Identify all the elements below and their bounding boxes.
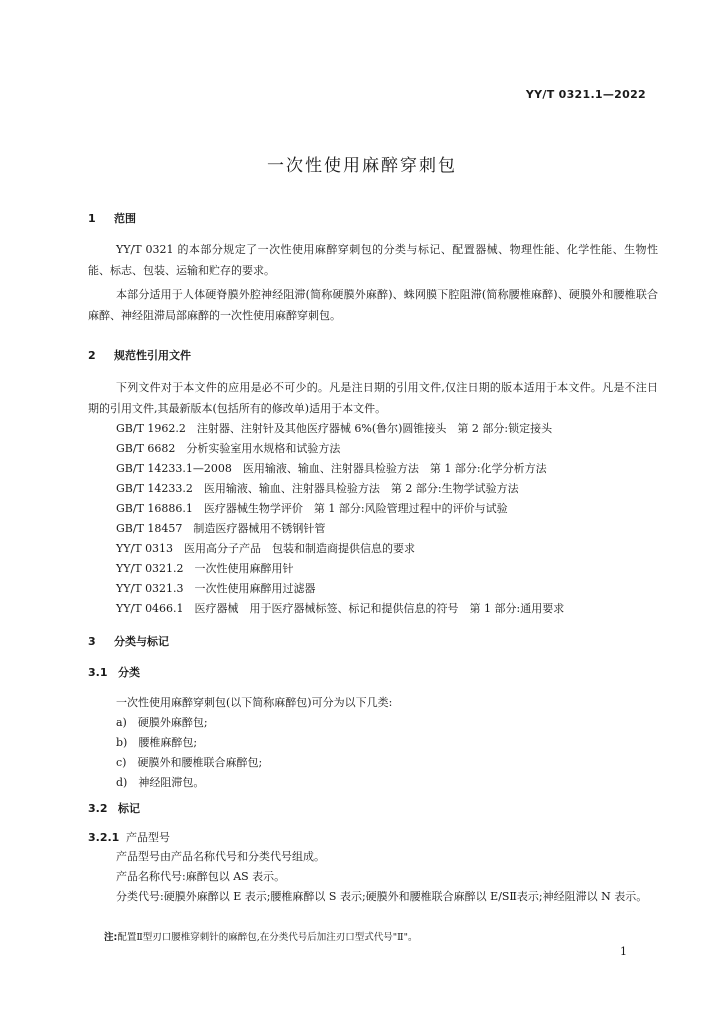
paragraph: 产品型号由产品名称代号和分类代号组成。 bbox=[116, 850, 325, 863]
list-item: a) 硬膜外麻醉包; bbox=[116, 716, 208, 729]
subsection-title: 产品型号 bbox=[126, 831, 170, 844]
list-item: c) 硬膜外和腰椎联合麻醉包; bbox=[116, 756, 263, 769]
subsection-title: 分类 bbox=[118, 666, 140, 679]
section-2-heading bbox=[88, 347, 191, 363]
reference-item: GB/T 14233.1—2008 医用输液、输血、注射器具检验方法 第 1 部分:化学分析方法 bbox=[116, 462, 547, 475]
section-1-heading bbox=[88, 210, 136, 226]
reference-item: GB/T 1962.2 注射器、注射针及其他医疗器械 6%(鲁尔)圆锥接头 第 2 部分:锁定接头 bbox=[116, 422, 553, 435]
reference-item: YY/T 0321.2 一次性使用麻醉用针 bbox=[116, 562, 294, 575]
paragraph: YY/T 0321 的本部分规定了一次性使用麻醉穿刺包的分类与标记、配置器械、物理性能、化学性能、生物性能、标志、包装、运输和贮存的要求。 bbox=[88, 243, 658, 277]
paragraph: 下列文件对于本文件的应用是必不可少的。凡是注日期的引用文件,仅注日期的版本适用于本文件。凡是不注日期的引用文件,其最新版本(包括所有的修改单)适用于本文件。 bbox=[88, 381, 658, 415]
section-3-heading bbox=[88, 633, 169, 649]
section-number: 1 bbox=[88, 212, 96, 225]
reference-item: GB/T 16886.1 医疗器械生物学评价 第 1 部分:风险管理过程中的评价与试验 bbox=[116, 502, 508, 515]
subsection-title: 标记 bbox=[118, 802, 140, 815]
note bbox=[104, 929, 418, 943]
note-label: 注: bbox=[104, 932, 118, 943]
reference-item: YY/T 0466.1 医疗器械 用于医疗器械标签、标记和提供信息的符号 第 1 部分:通用要求 bbox=[116, 602, 565, 615]
list-item: d) 神经阻滞包。 bbox=[116, 776, 205, 789]
list-item: b) 腰椎麻醉包; bbox=[116, 736, 198, 749]
reference-item: GB/T 6682 分析实验室用水规格和试验方法 bbox=[116, 442, 341, 455]
section-title: 规范性引用文件 bbox=[114, 349, 191, 362]
section-number: 2 bbox=[88, 349, 96, 362]
paragraph: 产品名称代号:麻醉包以 AS 表示。 bbox=[116, 870, 286, 883]
reference-item: GB/T 14233.2 医用输液、输血、注射器具检验方法 第 2 部分:生物学试验方法 bbox=[116, 482, 519, 495]
subsection-3-1-heading bbox=[88, 664, 140, 680]
paragraph: 分类代号:硬膜外麻醉以 E 表示;腰椎麻醉以 S 表示;硬膜外和腰椎联合麻醉以 E/SⅡ表示;神经阻滞以 N 表示。 bbox=[116, 890, 648, 903]
document-title: 一次性使用麻醉穿刺包 bbox=[267, 156, 457, 176]
page-number: 1 bbox=[620, 945, 627, 958]
reference-item: YY/T 0313 医用高分子产品 包装和制造商提供信息的要求 bbox=[116, 542, 416, 555]
section-title: 分类与标记 bbox=[114, 635, 169, 648]
subsection-number: 3.2 bbox=[88, 802, 108, 815]
section-title: 范围 bbox=[114, 212, 136, 225]
subsection-number: 3.2.1 bbox=[88, 831, 120, 844]
note-text: 配置Ⅱ型刃口腰椎穿刺针的麻醉包,在分类代号后加注刃口型式代号"Ⅱ"。 bbox=[117, 932, 418, 943]
paragraph: 本部分适用于人体硬脊膜外腔神经阻滞(简称硬膜外麻醉)、蛛网膜下腔阻滞(简称腰椎麻醉)、硬膜外和腰椎联合麻醉、神经阻滞局部麻醉的一次性使用麻醉穿刺包。 bbox=[88, 288, 658, 322]
standard-code: YY/T 0321.1—2022 bbox=[525, 88, 646, 101]
reference-item: GB/T 18457 制造医疗器械用不锈钢针管 bbox=[116, 522, 326, 535]
reference-item: YY/T 0321.3 一次性使用麻醉用过滤器 bbox=[116, 582, 316, 595]
section-number: 3 bbox=[88, 635, 96, 648]
paragraph: 一次性使用麻醉穿刺包(以下简称麻醉包)可分为以下几类: bbox=[116, 696, 393, 709]
subsection-3-2-1-heading bbox=[88, 829, 170, 845]
subsection-3-2-heading bbox=[88, 800, 140, 816]
subsection-number: 3.1 bbox=[88, 666, 108, 679]
